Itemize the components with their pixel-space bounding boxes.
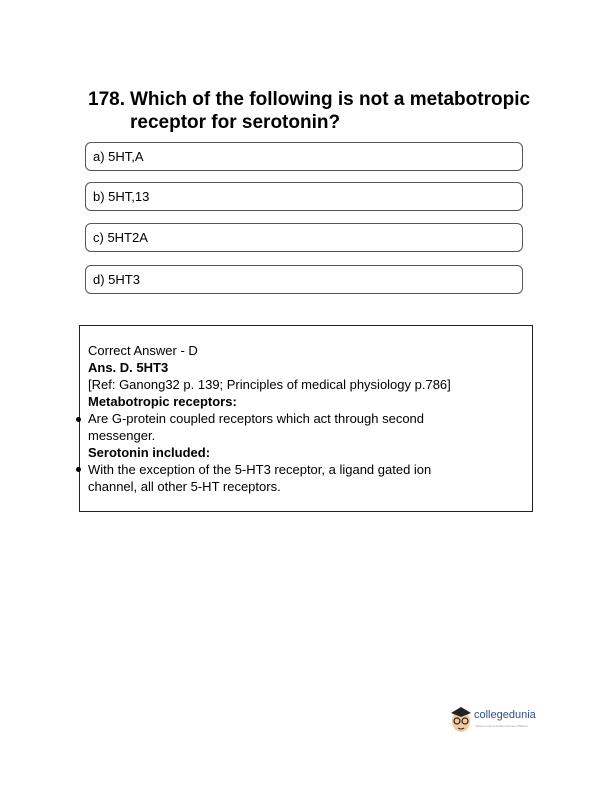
heading-metabotropic: Metabotropic receptors: [88,394,237,409]
option-b-label: b) 5HT,13 [93,189,150,204]
logo-name: collegedunia [474,709,536,721]
option-d-label: d) 5HT3 [93,272,140,287]
option-c-label: c) 5HT2A [93,230,148,245]
option-a-label: a) 5HT,A [93,149,144,164]
bullet1-line2: messenger. [88,428,156,443]
reference-text: [Ref: Ganong32 p. 139; Principles of medical physiology p.786] [88,377,451,392]
option-c[interactable] [85,223,523,252]
bullet2-line1: With the exception of the 5-HT3 receptor, a ligand gated ion [88,462,432,477]
question-number: 178. [88,89,125,110]
question-text: Which of the following is not a metabotropic receptor for serotonin? [130,89,531,133]
option-a[interactable] [85,142,523,171]
correct-answer-text: Correct Answer - D [88,343,198,358]
logo-tagline: India's Largest Student Review Platform [475,724,529,728]
answer-label: Ans. D. 5HT3 [88,360,169,375]
option-d[interactable] [85,265,523,294]
bullet1-line1: Are G-protein coupled receptors which act through second [88,411,425,426]
bullet-icon [76,417,81,422]
bullet2-line2: channel, all other 5-HT receptors. [88,479,281,494]
bullet-icon [76,467,81,472]
heading-serotonin: Serotonin included: [88,445,211,460]
option-b[interactable] [85,182,523,211]
